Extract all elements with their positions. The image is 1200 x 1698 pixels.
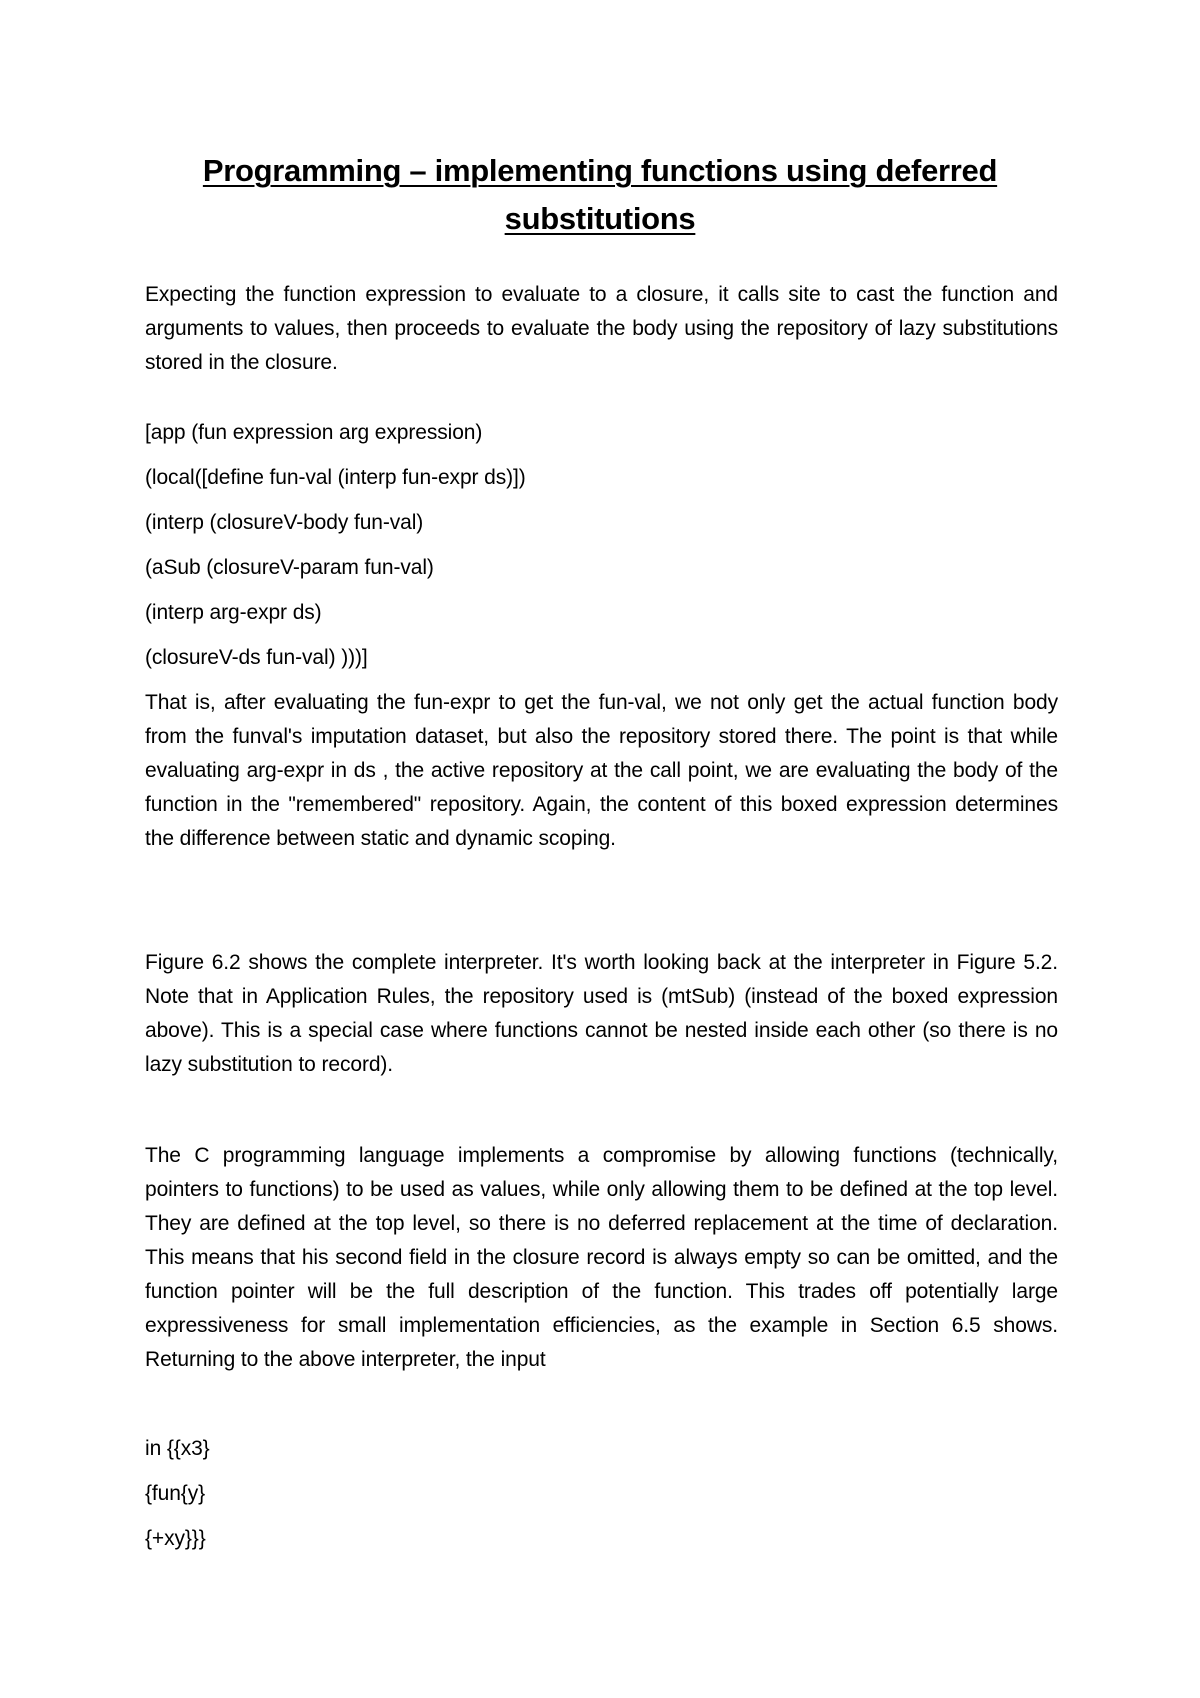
code-line: {fun{y}	[145, 1482, 206, 1505]
paragraph-text: Figure 6.2 shows the complete interpreter. It's worth looking back at the interpreter in Figure 5.2. Note that in Application Rules, the repository used is (mtSub) (instead of the boxed expression above). This is a special case where functions cannot be nested inside each other (so there is no lazy substitution to record).	[145, 951, 1058, 1076]
code-line: in {{x3}	[145, 1437, 210, 1460]
paragraph-text: Expecting the function expression to evaluate to a closure, it calls site to cast the function and arguments to values, then proceeds to evaluate the body using the repository of lazy substitutions stored in the closure.	[145, 283, 1058, 374]
code-line: (closureV-ds fun-val) )))]	[145, 646, 368, 669]
code-line: (local([define fun-val (interp fun-expr ds)])	[145, 466, 526, 489]
code-line: {+xy}}}	[145, 1527, 206, 1550]
code-line: [app (fun expression arg expression)	[145, 421, 483, 444]
code-line: (interp (closureV-body fun-val)	[145, 511, 424, 534]
paragraph-text: That is, after evaluating the fun-expr to get the fun-val, we not only get the actual function body from the funval's imputation dataset, but also the repository stored there. The point is that while evaluating arg-expr in ds , the active repository at the call point, we are evaluating the body of the function in the "remembered" repository. Again, the content of this boxed expression determines the difference between static and dynamic scoping.	[145, 691, 1058, 850]
document-title: Programming – implementing functions using deferred substitutions	[202, 153, 998, 236]
code-line: (interp arg-expr ds)	[145, 601, 322, 624]
code-line: (aSub (closureV-param fun-val)	[145, 556, 434, 579]
paragraph-text: The C programming language implements a compromise by allowing functions (technically, pointers to functions) to be used as values, while only allowing them to be defined at the top level. They are defined at the top level, so there is no deferred replacement at the time of declaration. This means that his second field in the closure record is always empty so can be omitted, and the function pointer will be the full description of the function. This trades off potentially large expressiveness for small implementation efficiencies, as the example in Section 6.5 shows. Returning to the above interpreter, the input	[145, 1144, 1058, 1371]
paragraph-figure-reference	[145, 946, 1058, 1082]
paragraph-c-language	[145, 1139, 1058, 1377]
paragraph-closure-evaluation	[145, 278, 1058, 380]
paragraph-fun-val-explanation	[145, 686, 1058, 856]
